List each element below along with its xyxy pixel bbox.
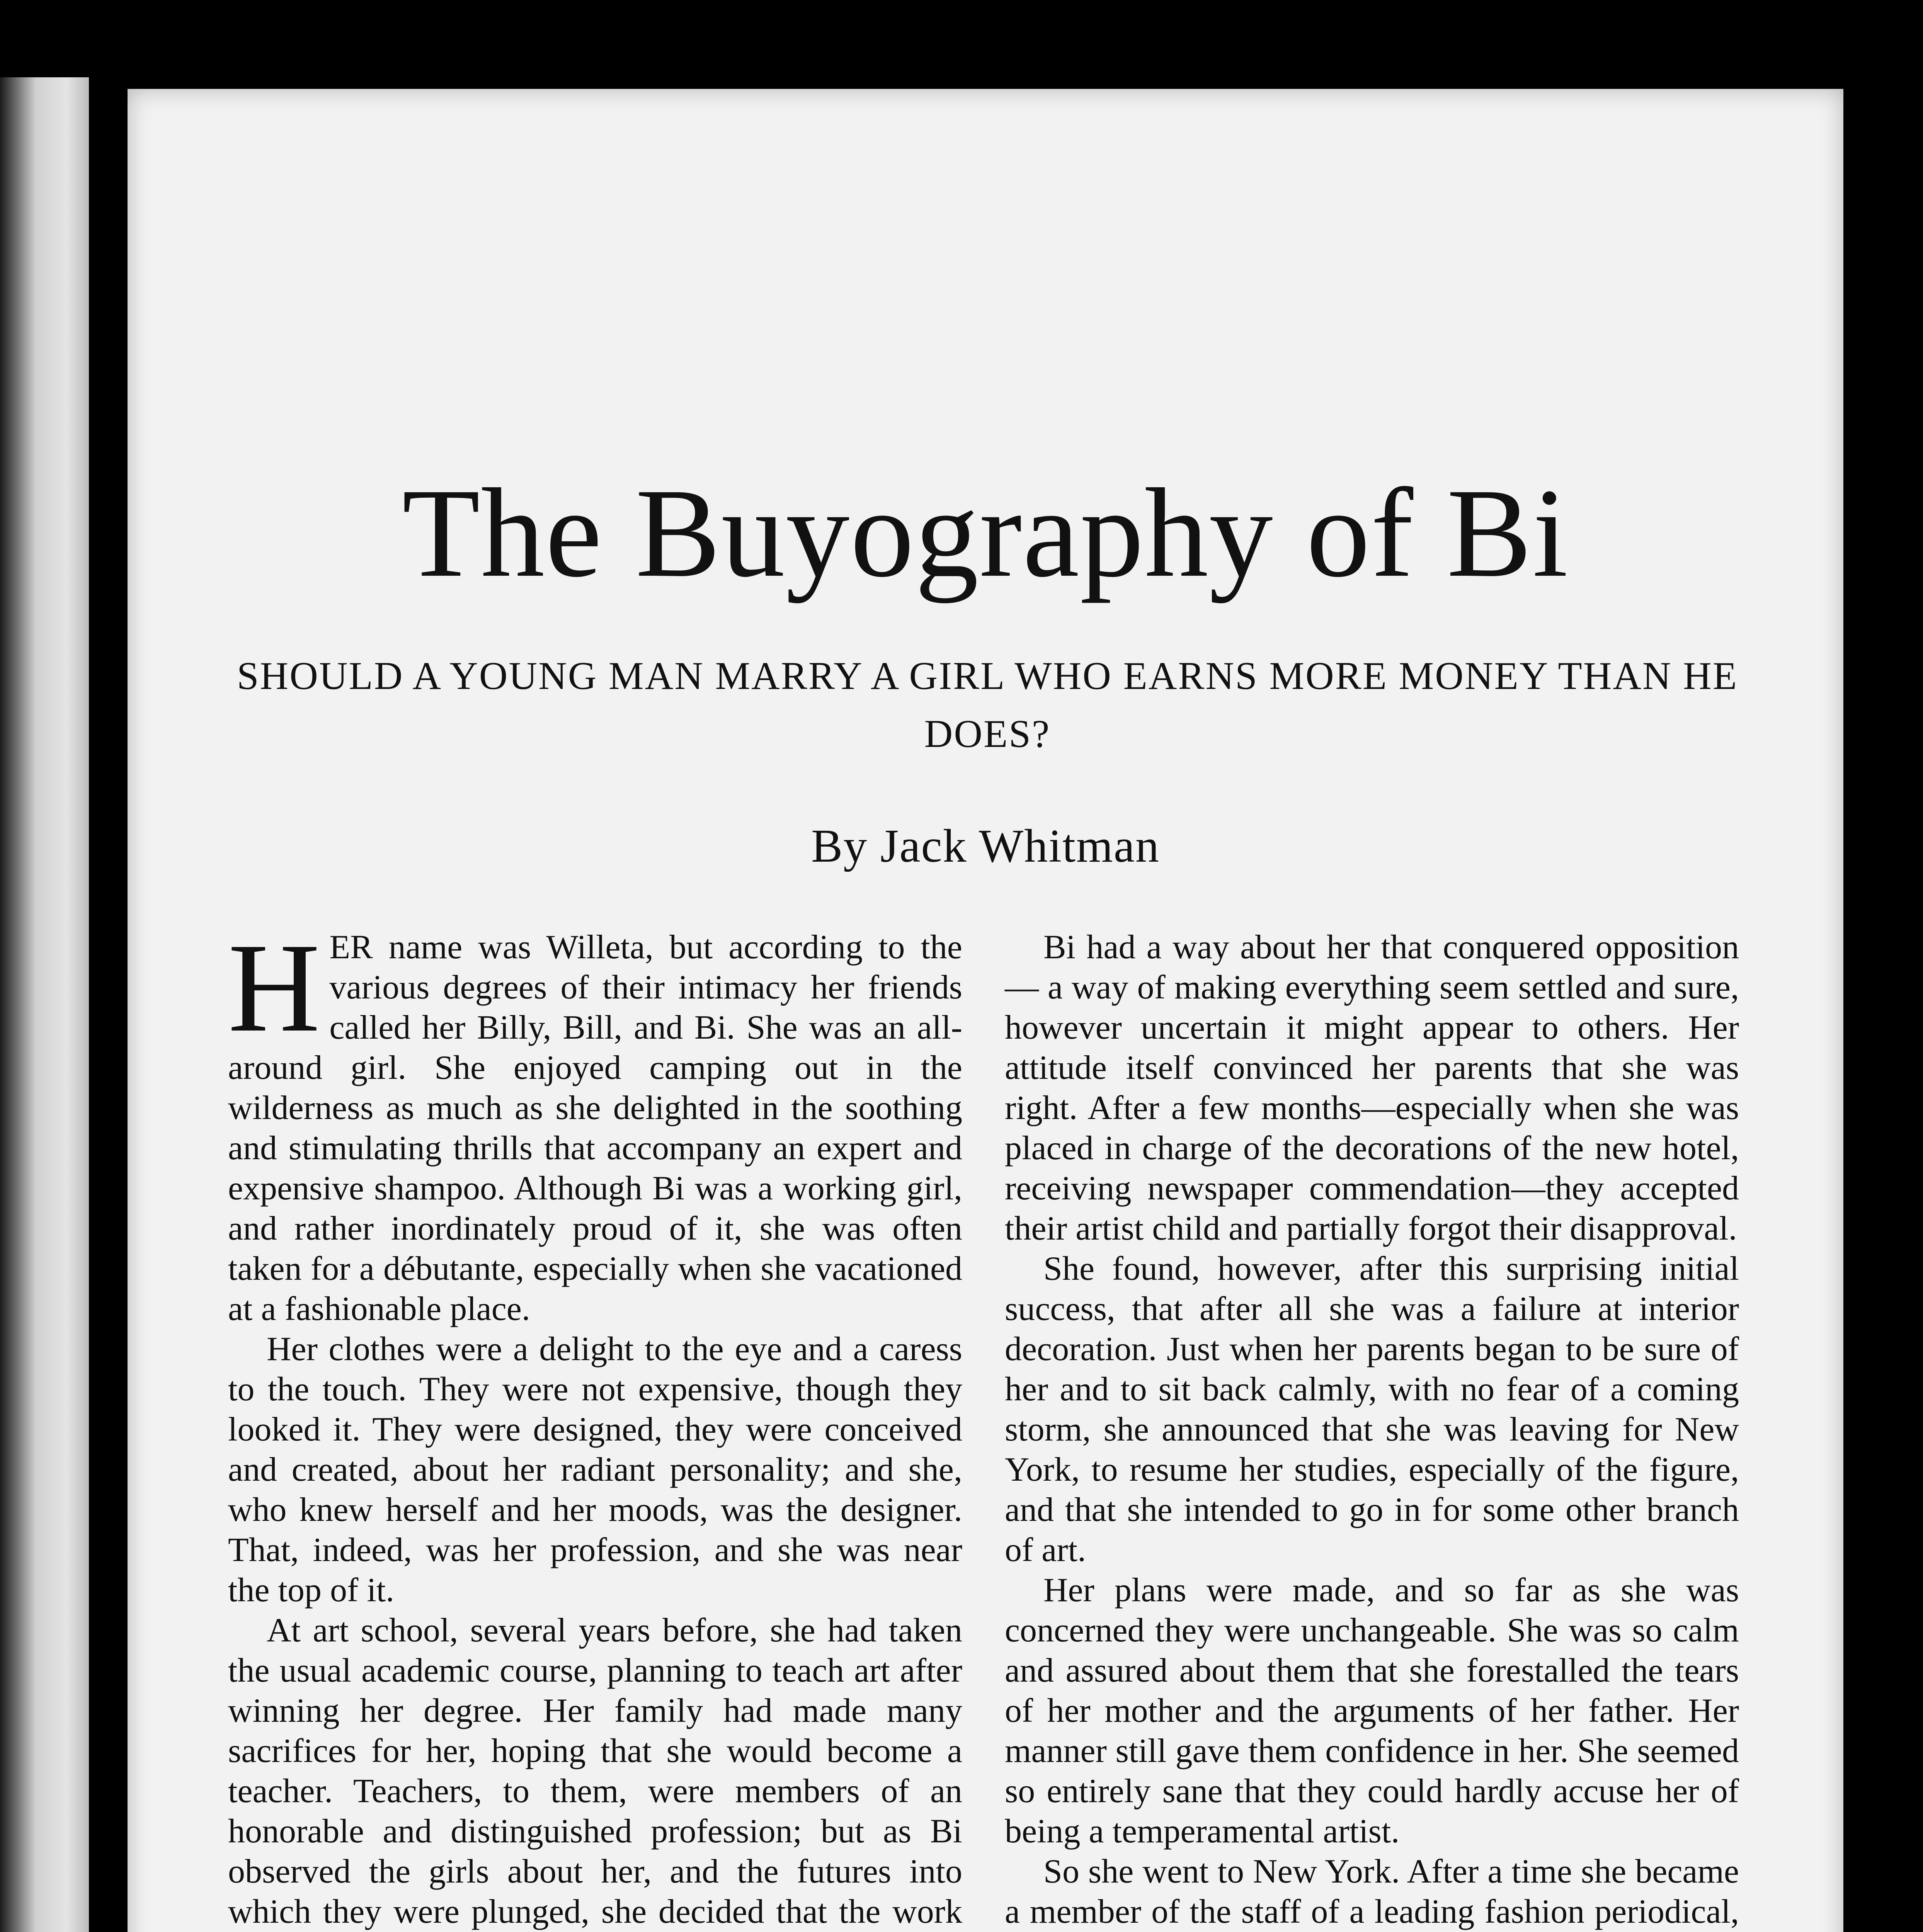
paragraph: Her plans were made, and so far as she was concerned they were unchangeable. She was so calm and assured about them that she forestalled the tears of her mother and the arguments of her father. Her manner still gave them confidence in her. She seemed so entirely sane that they could hardly accuse her of being a temperamental artist.	[1005, 1571, 1739, 1850]
drop-cap: H	[228, 917, 320, 1058]
right-column	[1005, 927, 1739, 1932]
paragraph: Bi had a way about her that conquered opposition — a way of making everything seem settled and sure, however uncertain it might appear to others. Her attitude itself convinced her parents that she was right. After a few months—especially when she was placed in charge of the decorations of the new hotel, receiving newspaper commendation—they accepted their artist child and partially forgot their disapproval.	[1005, 929, 1739, 1247]
paragraph: She found, however, after this surprising initial success, that after all she was a failure at interior decoration. Just when her parents began to be sure of her and to sit back calmly, with no fear of a coming storm, she announced that she was leaving for New York, to resume her studies, especially of the figure, and that she intended to go in for some other branch of art.	[1005, 1250, 1739, 1569]
magazine-page	[128, 89, 1843, 1932]
paragraph: So she went to New York. After a time she became a member of the staff of a leading fashion periodical,	[1005, 1853, 1739, 1930]
left-column	[228, 917, 962, 1932]
paragraph	[228, 917, 962, 1329]
paragraph: Her clothes were a delight to the eye and a caress to the touch. They were not expensive, though they looked it. They were designed, they were conceived and created, about her radiant personality; and she, who knew herself and her moods, was the designer. That, indeed, was her profession, and she was near the top of it.	[228, 1330, 962, 1609]
article-subtitle: SHOULD A YOUNG MAN MARRY A GIRL WHO EARNS MORE MONEY THAN HE DOES?	[237, 654, 1738, 756]
paragraph-text: ER name was Willeta, but according to the various degrees of their intimacy her friends called her Billy, Bill, and Bi. She was an all-around girl. She enjoyed camping out in the wilderness as much as she delighted in the soothing and stimulating thrills that accompany an expert and expensive shampoo. Although Bi was a working girl, and rather inordinately proud of it, she was often taken for a débutante, especially when she vacationed at a fashionable place.	[228, 929, 962, 1328]
adjacent-page-edge	[0, 77, 89, 1932]
paragraph: At art school, several years before, she had taken the usual academic course, planning to teach art after winning her degree. Her family had made many sacrifices for her, hoping that she would become a teacher. Teachers, to them, were members of an honorable and distinguished profession; but as Bi observed the girls about her, and the futures into which they were plunged, she decided that the work	[228, 1612, 962, 1930]
article-title: The Buyography of Bi	[402, 463, 1569, 604]
article-byline: By Jack Whitman	[811, 820, 1160, 872]
